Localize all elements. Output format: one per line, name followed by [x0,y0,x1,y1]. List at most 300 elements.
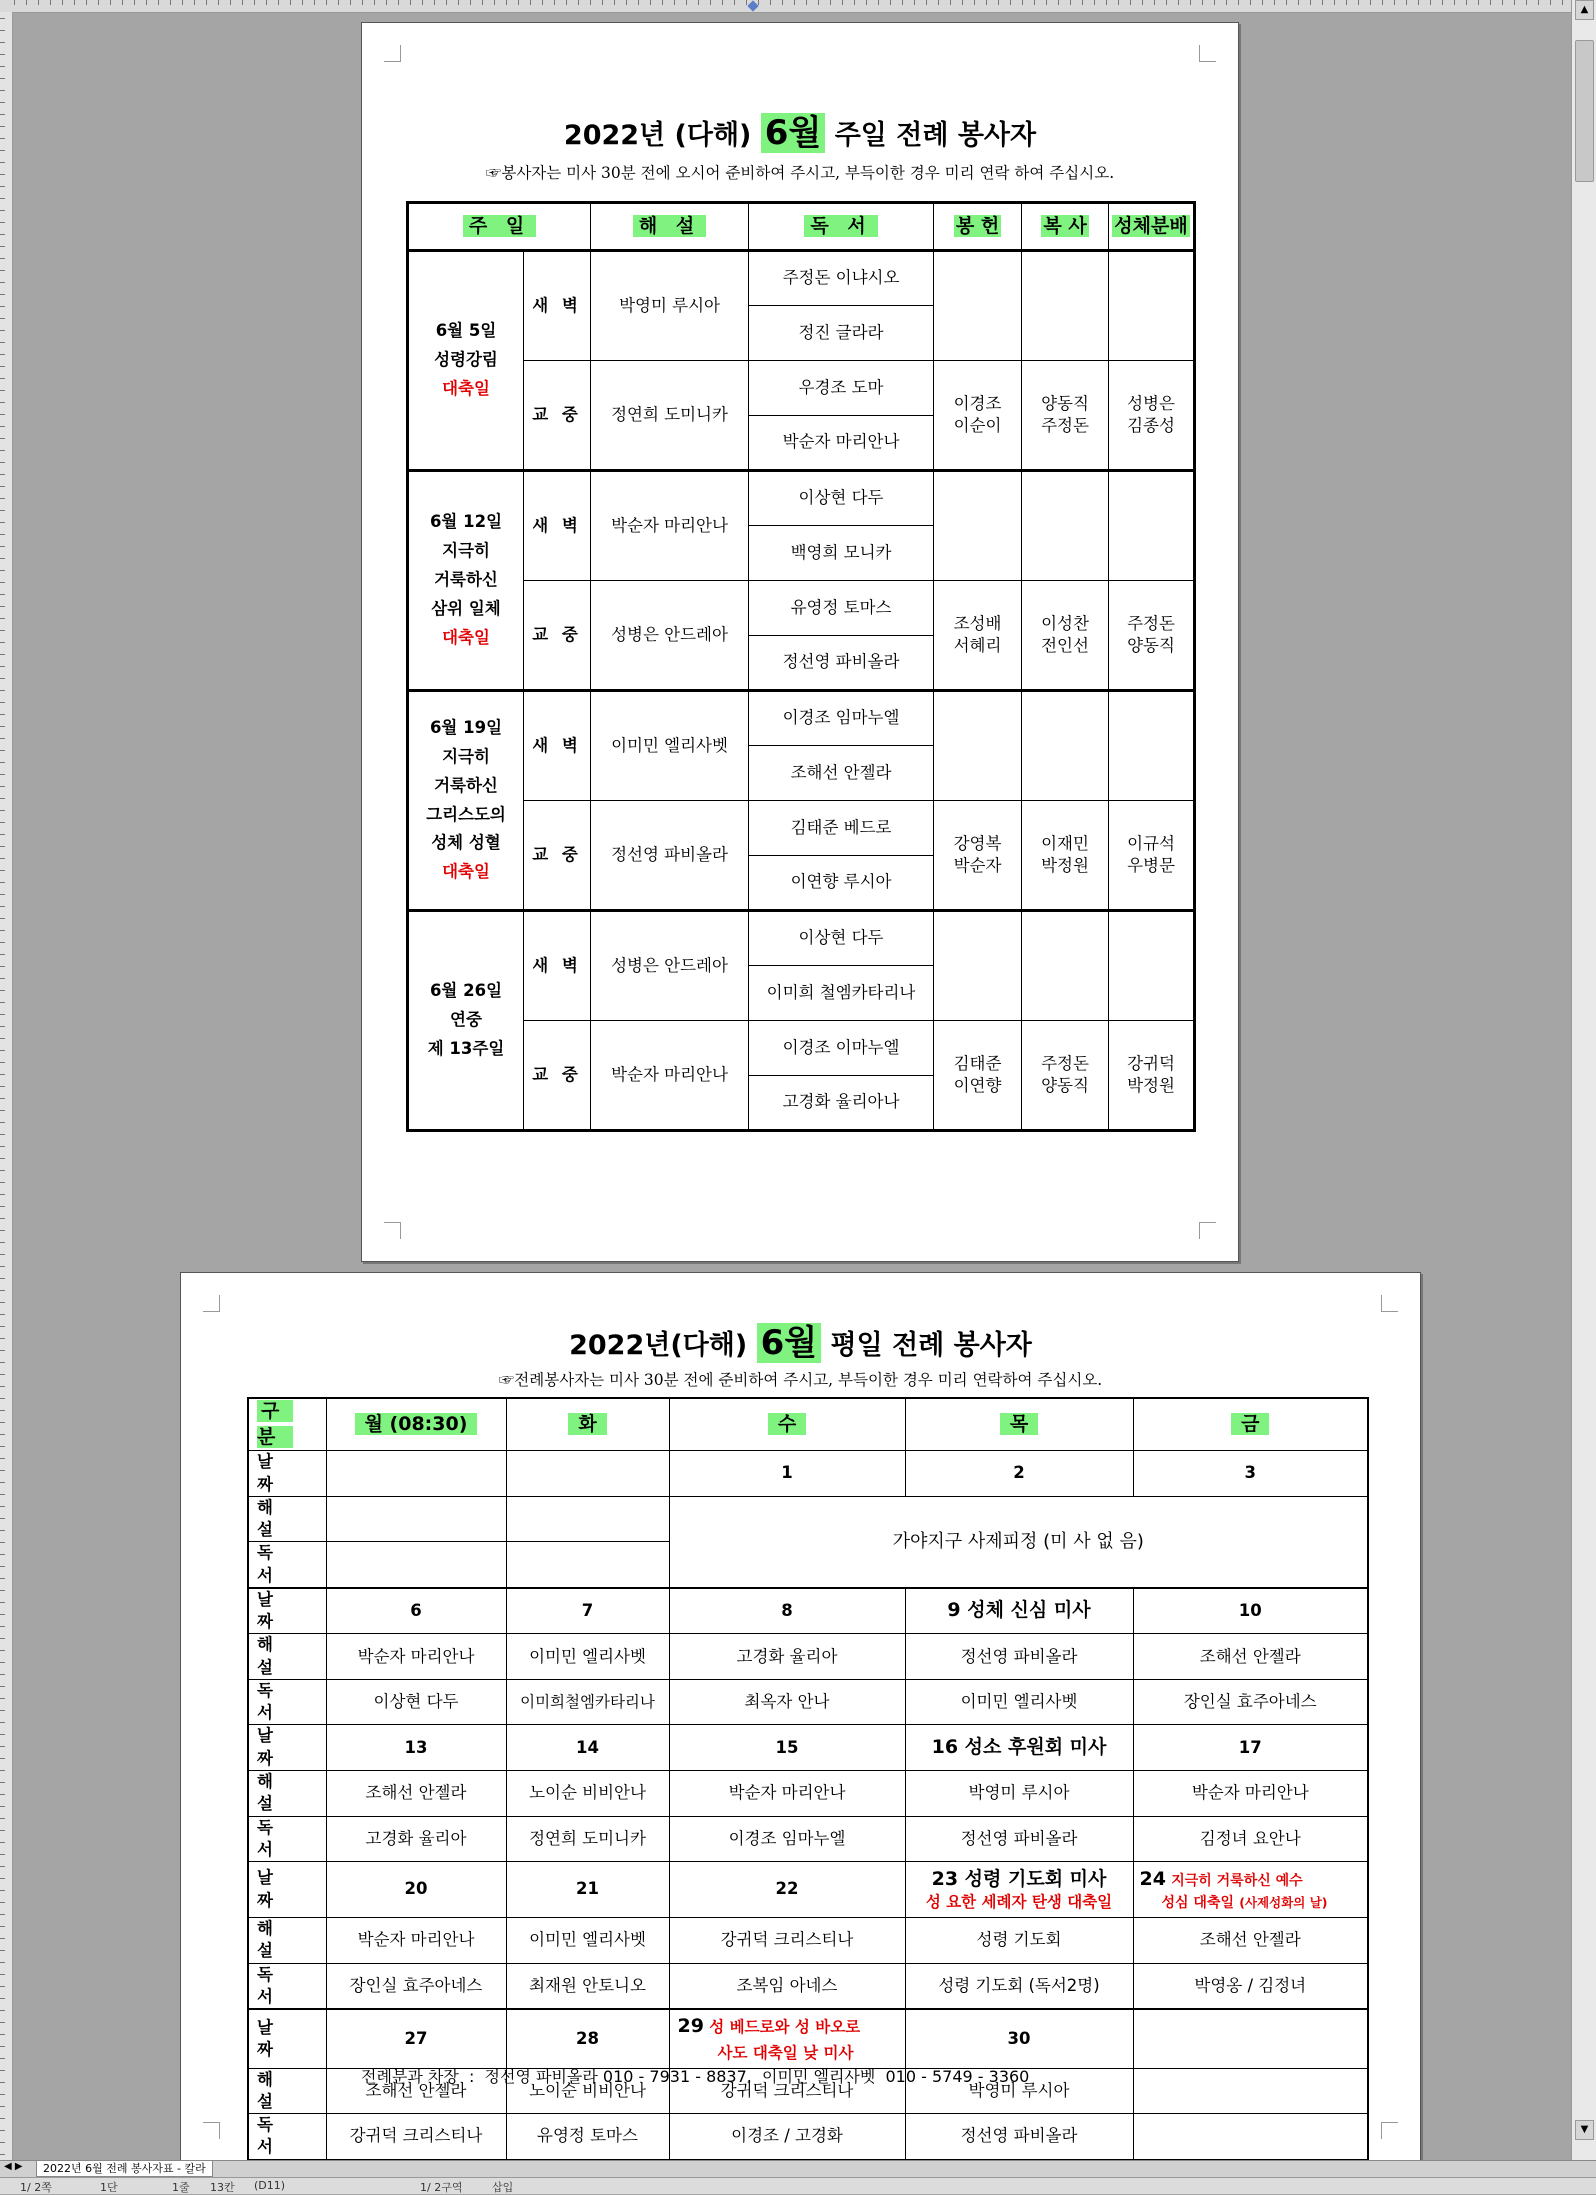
name-line: 성병은 [1127,393,1175,413]
ruler-tick [422,0,423,5]
communion-empty [1109,911,1195,1021]
ruler-tick [1430,0,1431,5]
table-row [248,1816,1368,1862]
document-page-1[interactable] [361,22,1239,1262]
ruler-tick [0,1470,5,1471]
ruler-tick [0,486,5,487]
ruler-tick [0,498,5,499]
ruler-tick [0,2058,5,2059]
table-row [248,1496,1368,1542]
ruler-tick [1010,0,1011,5]
server-empty [1022,691,1109,801]
day-header-fri: 금 [1133,1398,1368,1451]
ruler-tick [0,1950,5,1951]
server-empty [1022,911,1109,1021]
ruler-tick [0,978,5,979]
margin-corner-marker [1199,45,1216,62]
table-row [408,581,1195,636]
ruler-tick [0,618,5,619]
ruler-tick [182,0,183,5]
margin-corner-marker [203,2122,220,2139]
ruler-tick [0,1110,5,1111]
reader-cell: 박순자 마리안나 [749,416,934,471]
name-cell: 박순자 마리안나 [326,1634,506,1680]
ruler-tick [0,2118,5,2119]
ruler-tick [0,726,5,727]
ruler-tick [0,1398,5,1399]
ruler-tick [74,0,75,5]
ruler-tick [0,54,5,55]
ruler-tick [0,1158,5,1159]
ruler-tick [1154,0,1155,5]
header-offering: 봉 헌 [934,203,1022,251]
ruler-tick [0,1926,5,1927]
name-cell: 조해선 안젤라 [326,2068,506,2114]
ruler-tick [1070,0,1071,5]
date-cell: 21 [506,1862,669,1918]
label-reading: 독 서 [248,1963,326,2009]
ruler-tick [266,0,267,5]
ruler-tick [974,0,975,5]
ruler-tick [482,0,483,5]
date-cell: 16 성소 후원회 미사 [905,1725,1133,1771]
ruler-tick [0,186,5,187]
ruler-tick [0,1722,5,1723]
date-cell: 22 [669,1862,905,1918]
ruler-tick [362,0,363,5]
name-line: 김종성 [1127,416,1175,435]
sunday-cell [408,911,524,1131]
day-line: 거룩하신 [434,775,498,795]
ruler-tick [0,702,5,703]
ruler-tick [0,102,5,103]
feast-label: 대축일 [442,627,490,647]
ruler-tick [554,0,555,5]
date-cell [1133,2009,1368,2068]
mass-dawn: 새 벽 [524,471,591,581]
ruler-tick [446,0,447,5]
ruler-tick [0,1530,5,1531]
ruler-tick [0,1554,5,1555]
ruler-tick [0,570,5,571]
label-reading: 독 서 [248,1816,326,1862]
ruler-tick [746,0,747,5]
ruler-tick [0,138,5,139]
ruler-tick [0,582,5,583]
ruler-tick [0,402,5,403]
tab-document[interactable]: 2022년 6월 전례 봉사자표 - 칼라 [36,2161,213,2177]
day-line: 제 13주일 [427,1038,505,1058]
mass-dawn: 새 벽 [524,911,591,1021]
ruler-tick [0,1626,5,1627]
label-division: 구 분 [248,1398,326,1451]
ruler-tick [566,0,567,5]
ruler-tick [0,342,5,343]
commentary-cell: 정연희 도미니카 [591,361,749,471]
ruler-tick [830,0,831,5]
name-cell: 최재원 안토니오 [506,1963,669,2009]
ruler-tick [1274,0,1275,5]
day-line: 성령강림 [434,350,498,370]
ruler-tick [0,714,5,715]
ruler-tick [0,1086,5,1087]
ruler-tick [0,66,5,67]
name-cell: 최옥자 안나 [669,1679,905,1725]
ruler-tick [1286,0,1287,5]
day-line: 6월 26일 [429,981,503,1001]
communion-empty [1109,251,1195,361]
ruler-tick [0,1362,5,1363]
table-row [408,251,1195,306]
ruler-tick [794,0,795,5]
name-cell: 이미희철엠카타리나 [506,1679,669,1725]
name-line: 양동직 [1127,636,1175,655]
reader-cell: 주정돈 이냐시오 [749,251,934,306]
table-row [408,801,1195,856]
ruler-tick [0,858,5,859]
reader-cell: 우경조 도마 [749,361,934,416]
retreat-note: 가야지구 사제피정 (미 사 없 음) [669,1496,1368,1588]
name-cell: 장인실 효주아네스 [326,1963,506,2009]
name-cell [1133,2068,1368,2114]
commentary-cell: 성병은 안드레아 [591,911,749,1021]
ruler-tick [0,1650,5,1651]
ruler-tick [0,258,5,259]
notice-text: ☞봉사자는 미사 30분 전에 오시어 준비하여 주시고, 부득이한 경우 미리 연락 하여 주십시오. [485,164,1115,182]
name-cell: 이상현 다두 [326,1679,506,1725]
name-cell: 고경화 율리아 [326,1816,506,1862]
communion-empty [1109,471,1195,581]
ruler-tick [782,0,783,5]
ruler-tick [542,0,543,5]
name-cell: 박순자 마리안나 [326,1918,506,1964]
ruler-tick [842,0,843,5]
name-line: 양동직 [1041,1076,1089,1095]
offering-cell [934,1021,1022,1131]
ruler-tick [0,1818,5,1819]
ruler-tick [638,0,639,5]
reader-cell: 이상현 다두 [749,911,934,966]
reader-cell: 고경화 율리아나 [749,1076,934,1131]
ruler-tick [0,1374,5,1375]
date-cell: 30 [905,2009,1133,2068]
ruler-tick [1382,0,1383,5]
ruler-tick [1022,0,1023,5]
offering-empty [934,691,1022,801]
server-cell [1022,581,1109,691]
page-title: 2022년(다해) 6월 평일 전례 봉사자 [569,1323,1032,1363]
mass-dawn: 새 벽 [524,251,591,361]
label-date: 날 짜 [248,1588,326,1634]
date-cell: 7 [506,1588,669,1634]
ruler-tick [0,918,5,919]
reader-cell: 정진 글라라 [749,306,934,361]
empty-cell [506,1496,669,1542]
date-number: 29 [677,2015,704,2038]
ruler-tick [0,1302,5,1303]
communion-empty [1109,691,1195,801]
ruler-tick [0,546,5,547]
ruler-tick [122,0,123,5]
margin-corner-marker [1199,1222,1216,1239]
mass-main: 교 중 [524,1021,591,1131]
ruler-tick [0,666,5,667]
ruler-tick [0,294,5,295]
name-line: 박정원 [1127,1076,1175,1095]
sunday-cell [408,471,524,691]
day-line: 성체 성혈 [431,833,501,853]
scroll-up-icon[interactable]: ▲ [1575,0,1594,20]
label-reading: 독 서 [248,1679,326,1725]
horizontal-ruler[interactable] [0,0,1572,13]
date-cell: 13 [326,1725,506,1771]
communion-cell [1109,361,1195,471]
ruler-tick [0,678,5,679]
vertical-ruler[interactable] [0,12,13,2160]
ruler-tick [0,1794,5,1795]
ruler-tick [0,1758,5,1759]
page-title: 2022년 (다해) 6월 주일 전례 봉사자 [563,113,1037,153]
mass-main: 교 중 [524,801,591,911]
name-line: 강귀덕 [1127,1053,1175,1073]
ruler-tick [0,2046,5,2047]
ruler-tick [0,1602,5,1603]
day-header-wed: 수 [669,1398,905,1451]
document-page-2[interactable] [180,1272,1421,2161]
ruler-tick [0,126,5,127]
reader-cell: 이상현 다두 [749,471,934,526]
name-cell: 이미민 엘리사벳 [506,1634,669,1680]
ruler-tick [1106,0,1107,5]
ruler-tick [0,1146,5,1147]
ruler-tick [494,0,495,5]
ruler-tick [506,0,507,5]
ruler-tick [302,0,303,5]
ruler-tick [1394,0,1395,5]
ruler-tick [194,0,195,5]
ruler-tick [0,522,5,523]
name-cell: 김정녀 요안나 [1133,1816,1368,1862]
ruler-tick [0,1962,5,1963]
ruler-tick [0,366,5,367]
name-line: 박순자 [953,856,1002,875]
table-row [248,2114,1368,2160]
ruler-tick [146,0,147,5]
offering-empty [934,251,1022,361]
ruler-tick [434,0,435,5]
ruler-tick [0,1386,5,1387]
name-cell: 조해선 안젤라 [1133,1918,1368,1964]
offering-empty [934,471,1022,581]
notice-text: ☞전례봉사자는 미사 30분 전에 준비하여 주시고, 부득이한 경우 미리 연락하여 주십시오. [498,1371,1103,1389]
label-date: 날 짜 [248,1862,326,1918]
ruler-tick [0,810,5,811]
ruler-tick [0,330,5,331]
name-line: 이규석 [1127,833,1175,853]
commentary-cell: 박순자 마리안나 [591,471,749,581]
ruler-tick [0,1662,5,1663]
status-page: 1/ 2쪽 [20,2181,52,2194]
ruler-tick [0,1194,5,1195]
ruler-tick [962,0,963,5]
commentary-cell: 박영미 루시아 [591,251,749,361]
ruler-tick [0,786,5,787]
ruler-tick [1250,0,1251,5]
vertical-scrollbar[interactable] [1571,0,1596,2160]
ruler-tick [0,510,5,511]
table-row [248,1679,1368,1725]
feast-label: 성심 대축일 [1161,1895,1234,1912]
name-cell: 정선영 파비올라 [905,1634,1133,1680]
ruler-tick [0,1590,5,1591]
ruler-tick [1550,0,1551,5]
ruler-tick [0,1242,5,1243]
scroll-down-icon[interactable]: ▼ [1575,2120,1594,2140]
ruler-tick [0,90,5,91]
status-line: 1줄 [172,2181,190,2194]
status-mode[interactable]: 삽입 [492,2181,514,2194]
ruler-tick [722,0,723,5]
date-cell: 9 성체 신심 미사 [905,1588,1133,1634]
header-reading: 독 서 [749,203,934,251]
ruler-tick [0,1002,5,1003]
ruler-tick [278,0,279,5]
status-column: 1단 [100,2181,118,2194]
date-cell: 27 [326,2009,506,2068]
ruler-tick [770,0,771,5]
ruler-tick [0,1674,5,1675]
ruler-tick [0,1278,5,1279]
ruler-tick [602,0,603,5]
ruler-tick [0,234,5,235]
table-row [408,911,1195,966]
feast-label: 대축일 [442,862,490,882]
reader-cell: 백영희 모니카 [749,526,934,581]
ruler-tick [0,2010,5,2011]
name-cell: 유영정 토마스 [506,2114,669,2160]
tab-nav-icon[interactable]: ◀ ▶ [4,2161,23,2172]
ruler-tick [758,0,759,5]
date-cell: 8 [669,1588,905,1634]
feast-label: 지극히 거룩하신 예수 [1171,1872,1303,1889]
date-cell [905,1862,1133,1918]
ruler-tick [0,198,5,199]
ruler-tick [0,1998,5,1999]
ruler-tick [0,930,5,931]
ruler-tick [1514,0,1515,5]
ruler-tick [0,870,5,871]
name-cell: 노이순 비비안나 [506,2068,669,2114]
status-bar [0,2177,1596,2194]
ruler-tick [38,0,39,5]
sunday-schedule-table [406,201,1196,1132]
ruler-tick [1262,0,1263,5]
table-row [248,1963,1368,2009]
scrollbar-thumb[interactable] [1575,40,1594,182]
ruler-tick [218,0,219,5]
ruler-tick [62,0,63,5]
table-row [408,1021,1195,1076]
ruler-tick [0,1062,5,1063]
ruler-tick [0,1206,5,1207]
label-commentary: 해 설 [248,1496,326,1542]
indent-marker-icon[interactable] [747,0,758,11]
name-line: 주정돈 [1041,416,1089,435]
name-cell: 이미민 엘리사벳 [506,1918,669,1964]
ruler-tick [374,0,375,5]
day-line: 6월 19일 [429,717,503,737]
ruler-tick [0,282,5,283]
name-line: 서혜리 [953,636,1002,655]
ruler-tick [0,954,5,955]
ruler-tick [326,0,327,5]
day-line: 6월 5일 [435,321,497,341]
commentary-cell: 이미민 엘리사벳 [591,691,749,801]
name-line: 강영복 [953,833,1002,853]
mass-main: 교 중 [524,581,591,691]
ruler-tick [1142,0,1143,5]
reader-cell: 김태준 베드로 [749,801,934,856]
ruler-tick [950,0,951,5]
ruler-tick [0,414,5,415]
feast-label: 성 베드로와 성 바오로 [709,2018,861,2037]
ruler-tick [662,0,663,5]
ruler-tick [1406,0,1407,5]
ruler-tick [0,1050,5,1051]
name-line: 이경조 [953,393,1002,413]
ruler-tick [0,174,5,175]
ruler-tick [158,0,159,5]
ruler-tick [0,114,5,115]
name-line: 주정돈 [1041,1053,1089,1073]
ruler-tick [0,42,5,43]
name-cell: 조해선 안젤라 [326,1771,506,1817]
ruler-tick [0,1770,5,1771]
name-line: 주정돈 [1127,613,1175,633]
name-cell: 박순자 마리안나 [669,1771,905,1817]
ruler-tick [1310,0,1311,5]
document-tab-bar [0,2160,1596,2177]
ruler-tick [134,0,135,5]
ruler-tick [1130,0,1131,5]
ruler-tick [0,762,5,763]
ruler-tick [0,1566,5,1567]
server-cell [1022,361,1109,471]
day-line: 삼위 일체 [431,598,501,618]
ruler-tick [878,0,879,5]
ruler-tick [0,426,5,427]
name-line: 우병문 [1127,856,1175,875]
ruler-tick [0,1458,5,1459]
ruler-tick [0,2082,5,2083]
name-cell: 박영미 루시아 [905,1771,1133,1817]
ruler-tick [0,534,5,535]
ruler-tick [0,1746,5,1747]
ruler-tick [0,942,5,943]
ruler-tick [0,846,5,847]
server-empty [1022,471,1109,581]
date-number: 24 [1139,1867,1166,1890]
ruler-tick [0,738,5,739]
date-event: 23 성령 기도회 미사 [931,1868,1107,1891]
ruler-tick [242,0,243,5]
ruler-tick [206,0,207,5]
ruler-tick [0,1434,5,1435]
date-cell: 14 [506,1725,669,1771]
ruler-tick [1358,0,1359,5]
ruler-tick [0,318,5,319]
name-line: 이재민 [1041,833,1089,853]
